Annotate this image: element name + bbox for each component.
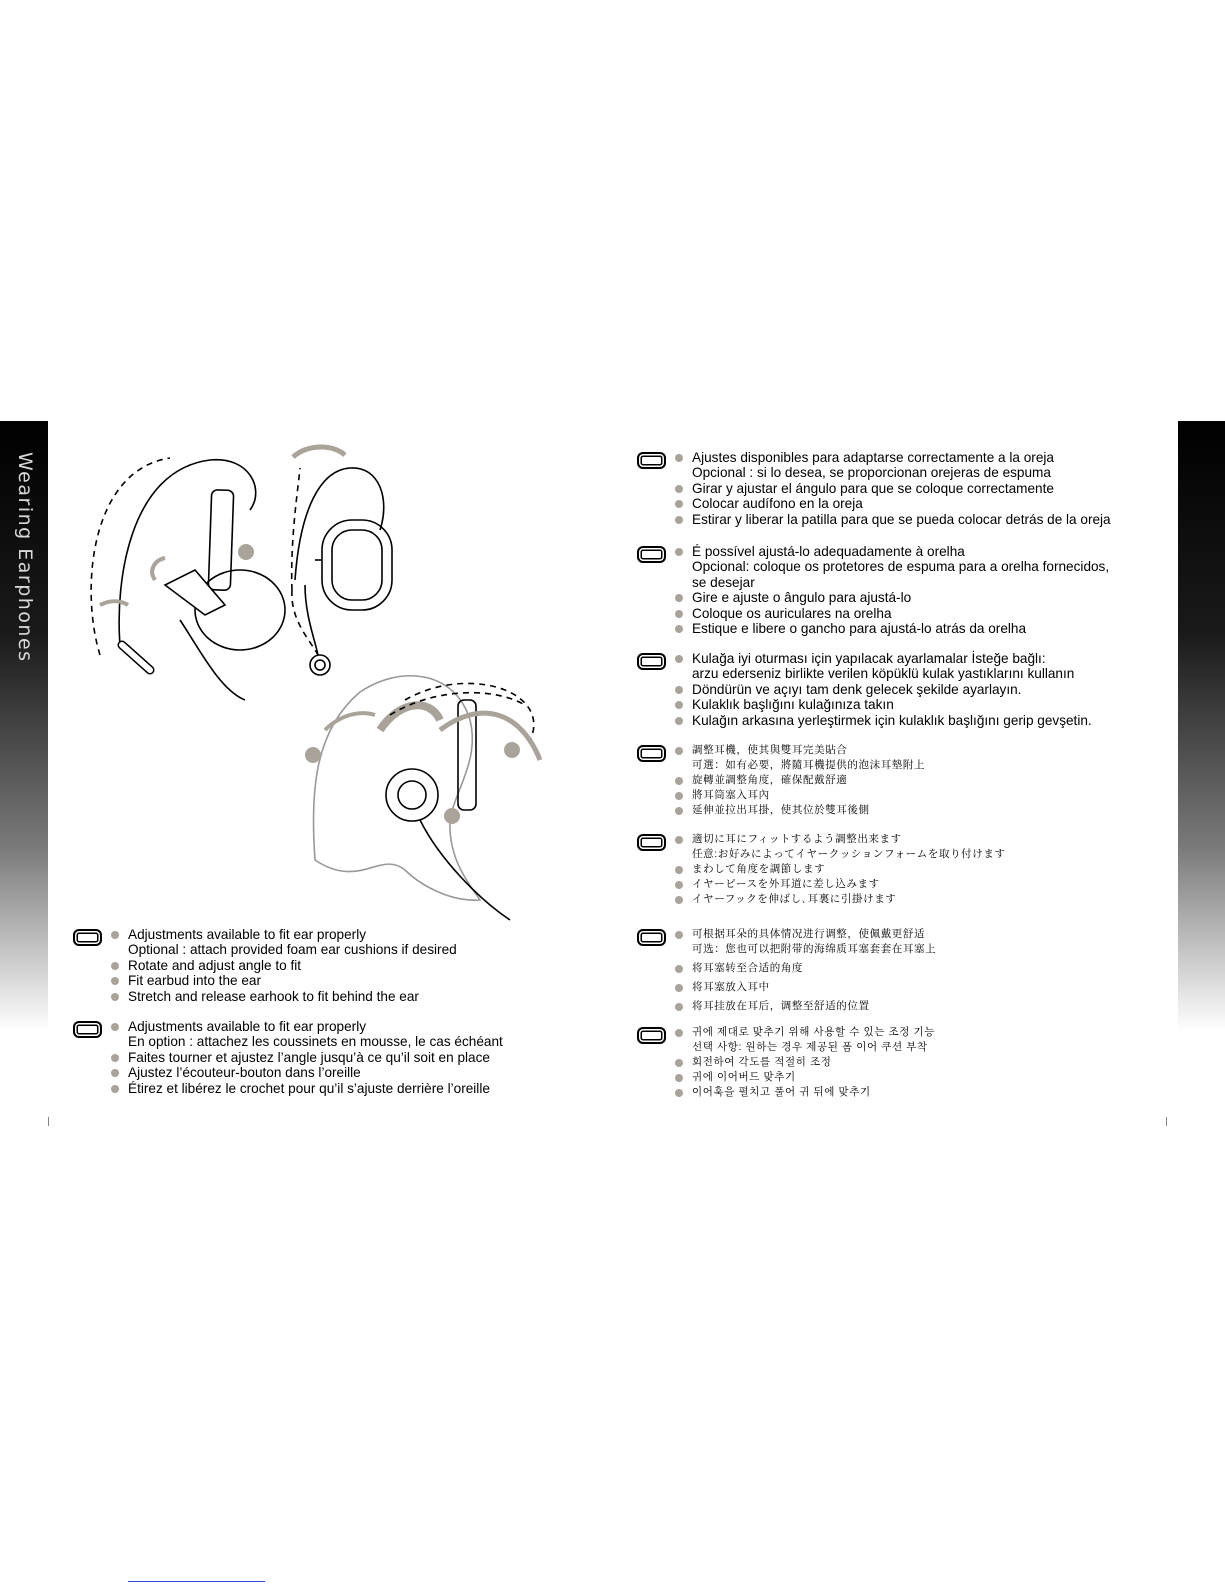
instructions-spanish: Ajustes disponibles para adaptarse correctamente a la oreja Opcional : si lo desea, se proporcionan orejeras de espuma Girar y ajustar el ángulo para que se coloque correctamente Colocar audífono en la oreja Estirar y liberar la patilla para que se pueda colocar detrás de la oreja: [637, 450, 1111, 527]
bullet-icon: [675, 1089, 683, 1097]
bullet-icon: [111, 1054, 119, 1062]
bullet-icon: [675, 485, 683, 493]
bullet-icon: [675, 655, 683, 663]
step-marker-icon: [504, 742, 520, 758]
bullet-icon: [675, 931, 683, 939]
bullet-icon: [675, 1059, 683, 1067]
bullet-icon: [111, 1069, 119, 1077]
bullet-icon: [675, 1029, 683, 1037]
bullet-icon: [675, 1074, 683, 1082]
bullet-icon: [675, 792, 683, 800]
bullet-icon: [111, 962, 119, 970]
bullet-icon: [111, 931, 119, 939]
instructions-french: Adjustments available to fit ear properly En option : attachez les coussinets en mousse, le cas échéant Faites tourner et ajustez l’angle jusqu’à ce qu’il soit en place Ajustez l’écouteur-bouton dans l’oreille Étirez et libérez le crochet pour qu’il s’ajuste derrière l’oreille: [73, 1019, 503, 1096]
bullet-icon: [111, 1085, 119, 1093]
bullet-icon: [675, 625, 683, 633]
bullet-icon: [111, 993, 119, 1001]
bullet-icon: [675, 836, 683, 844]
instructions-english: Adjustments available to fit ear properly Optional : attach provided foam ear cushions if desired Rotate and adjust angle to fit Fit earbud into the ear Stretch and release earhook to fit behind the ear: [73, 927, 457, 1004]
earhook-1-icon: [119, 460, 256, 645]
crop-mark: [48, 1117, 49, 1126]
bullet-icon: [675, 747, 683, 755]
instructions-korean: 귀에 제대로 맞추기 위해 사용할 수 있는 조정 기능 선택 사항: 원하는 경우 제공된 폼 이어 쿠션 부착 회전하여 각도를 적절히 조정 귀에 이어버드 맞추기 이어훅을 펼치고 풀어 귀 뒤에 맞추기: [637, 1025, 935, 1100]
bullet-icon: [675, 594, 683, 602]
step-markers: [238, 544, 520, 824]
step-marker-icon: [305, 747, 321, 763]
bullet-icon: [675, 548, 683, 556]
bullet-icon: [675, 516, 683, 524]
bullet-icon: [675, 610, 683, 618]
bullet-icon: [675, 500, 683, 508]
instructions-turkish: Kulağa iyi oturması için yapılacak ayarlamalar İsteğe bağlı: arzu ederseniz birlikte verilen köpüklü kulak yastıklarını kullanın Döndürün ve açıyı tam denk gelecek şekilde ayarlayın. Kulaklık başlığını kulağınıza takın Kulağın arkasına yerleştirmek için kulaklık başlığını gerip gevşetin.: [637, 651, 1092, 728]
instructions-portuguese: É possível ajustá-lo adequadamente à orelha Opcional: coloque os protetores de espuma para a orelha fornecidos, se desejar Gire e ajuste o ângulo para ajustá-lo Coloque os auriculares na orelha Estique e libere o gancho para ajustá-lo atrás da orelha: [637, 544, 1109, 636]
bullet-icon: [675, 454, 683, 462]
bullet-icon: [675, 701, 683, 709]
bullet-icon: [675, 896, 683, 904]
bullet-icon: [675, 881, 683, 889]
bullet-icon: [675, 984, 683, 992]
right-side-tab: [1178, 421, 1225, 1031]
bullet-icon: [675, 866, 683, 874]
instructions-japanese: 適切に耳にフィットするよう調整出来ます 任意:お好みによってイヤークッションフォームを取り付けます まわして角度を調節します イヤーピースを外耳道に差し込みます イヤーフックを伸ばし､耳裏に引掛けます: [637, 832, 1006, 907]
bullet-icon: [675, 777, 683, 785]
bullet-icon: [675, 807, 683, 815]
step-marker-icon: [444, 808, 460, 824]
earphone-wearing-illustration: [60, 430, 560, 930]
instructions-chinese-traditional: 調整耳機，使其與雙耳完美貼合 可選：如有必要，將隨耳機提供的泡沫耳墊附上 旋轉並調整角度，確保配戴舒適 將耳筒塞入耳內 延伸並拉出耳掛，使其位於雙耳後側: [637, 743, 925, 818]
bullet-icon: [675, 1003, 683, 1011]
section-title: Wearing Earphones: [14, 452, 36, 663]
instructions-chinese-simplified: 可根据耳朵的具体情况进行调整，使佩戴更舒适 可选：您也可以把附带的海绵质耳塞套套在耳塞上 将耳塞转至合适的角度 将耳塞放入耳中 将耳挂放在耳后，调整至舒适的位置: [637, 927, 936, 1014]
bullet-icon: [111, 1023, 119, 1031]
bullet-icon: [675, 717, 683, 725]
step-marker-icon: [238, 544, 254, 560]
crop-mark: [1166, 1117, 1167, 1126]
bullet-icon: [675, 686, 683, 694]
footer-link-underline: [128, 1581, 265, 1582]
bullet-icon: [675, 965, 683, 973]
bullet-icon: [111, 977, 119, 985]
